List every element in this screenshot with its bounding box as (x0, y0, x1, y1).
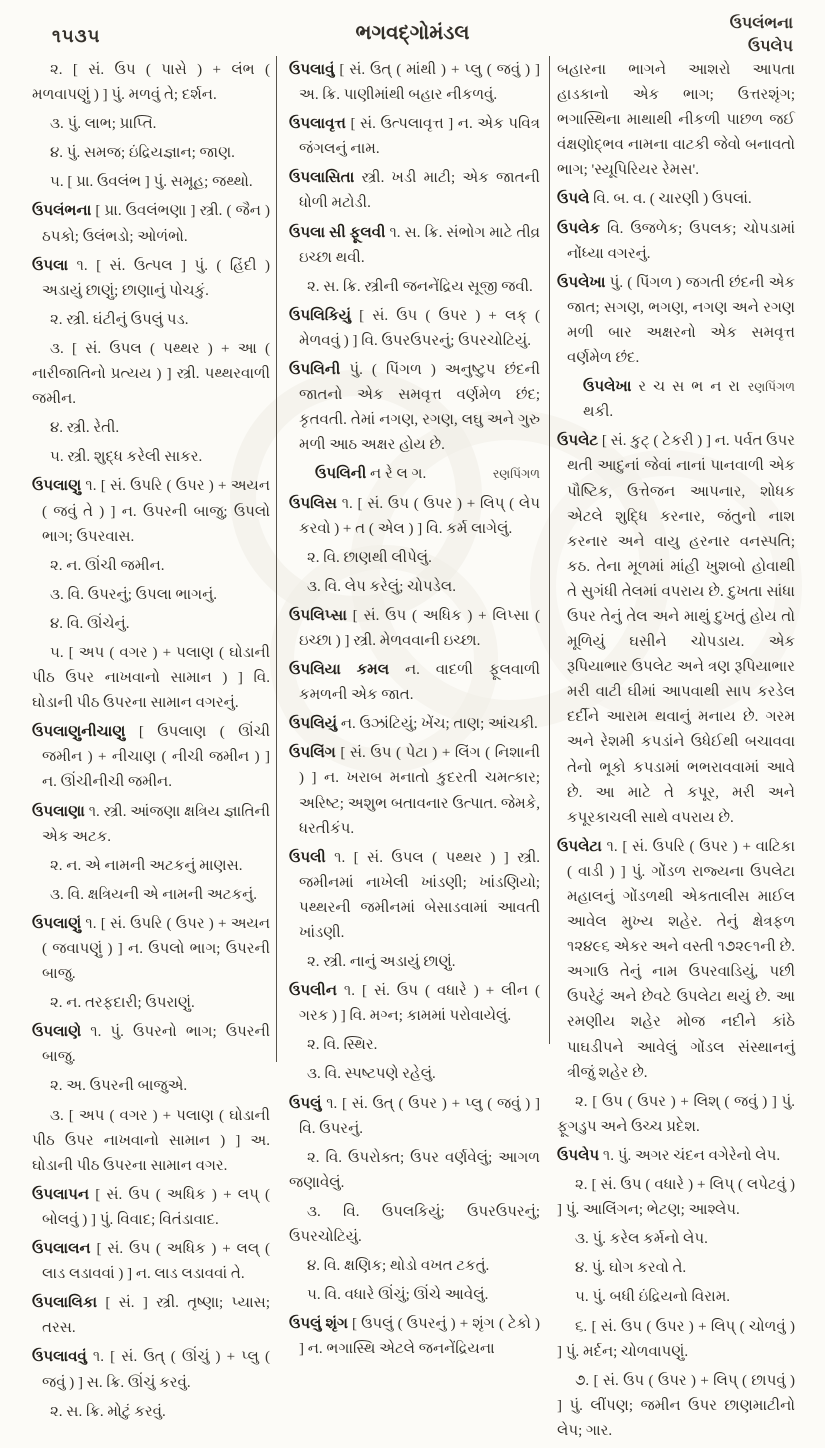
headword: ઉપલિકિયું (289, 307, 360, 324)
entry-paragraph: ઉપલિપ્સા [ સં. ઉપ ( અધિક ) + લિપ્સા ( ઇચ્છા ) ] સ્ત્રી. મેળવવાની ઇચ્છા. (289, 607, 540, 649)
sense-paragraph: ૪. પું. સમજ; ઇંદ્રિયજ્ઞાન; જાણ. (50, 145, 235, 162)
headword: ઉપલાલિકા (32, 1295, 106, 1312)
headword: ઉપલિસ (289, 495, 342, 512)
entry-paragraph: ઉપલું ૧. [ સં. ઉત્ ( ઉપર ) + પ્લુ ( જવું ) ] વિ. ઉપરનું. (289, 1095, 540, 1137)
sense-paragraph: ૨. સ્ત્રી. ઘંટીનું ઉપલું પડ. (50, 311, 189, 328)
entry-paragraph: ઉપલાણું ૧. [ સં. ઉપરિ ( ઉપર ) + અયન ( જવાપણું ) ] ન. ઉપલો ભાગ; ઉપરની બાજુ. (32, 915, 271, 983)
entry-paragraph: ઉપલિની પું. ( પિંગળ ) અનુષ્ટુપ છંદની જાતનો એક સમવૃત્ત વર્ણમેળ છંદ; કૃતવતી. તેમાં નગણ, રગણ, લઘુ અને ગુરુ મળી આઠ અક્ષર હોય છે. (289, 362, 540, 454)
headword: ઉપલાણુ (32, 478, 86, 495)
entry-paragraph: ઉપલિંગ [ સં. ઉપ ( પેટા ) + લિંગ ( નિશાની ) ] ન. ખરાબ મનાતો કુદરતી ચમત્કાર; અરિષ્ટ; અશુભ બતાવનાર ઉત્પાત. જેમકે, ધરતીકંપ. (289, 745, 540, 837)
sense-paragraph: ૪. વિ. ઊંચેનું. (50, 615, 130, 632)
column-divider-1 (276, 56, 277, 1062)
headword: ઉપલેપ (557, 1147, 603, 1164)
sense-paragraph: ૫. વિ. વધારે ઊંચું; ઊંચે આવેલું. (307, 1287, 489, 1304)
entry-paragraph: ઉપલાણુ ૧. [ સં. ઉપરિ ( ઉપર ) + અયન ( જવું તે ) ] ન. ઉપરની બાજુ; ઉપલો ભાગ; ઉપરવાસ. (32, 478, 271, 545)
sense-paragraph: ૨. [ ઉપ ( ઉપર ) + લિશ્ ( જવું ) ] પું. ફૂગડુપ અને ઉચ્ચ પ્રદેશ. (557, 1093, 795, 1135)
entry-paragraph: ઉપલાપન [ સં. ઉપ ( અધિક ) + લપ્ ( બોલવું ) ] પું. વિવાદ; વિતંડાવાદ. (32, 1186, 270, 1228)
sense-paragraph: ૩. વિ. લેપ કરેલું; ચોપડેલ. (307, 578, 456, 595)
entry-paragraph: ઉપલાવવું ૧. [ સં. ઉત્ ( ઊંચું ) + પ્લુ ( જવું ) ] સ. ક્રિ. ઊંચું કરવું. (32, 1349, 270, 1391)
sense-paragraph: ૫. [ અપ ( વગર ) + પલાણ ( ઘોડાની પીઠ ઉપર નાખવાનો સામાન ) ] વિ. ઘોડાની પીઠ ઉપરના સામાન વગરનું. (32, 644, 270, 712)
headword: ઉપલી (289, 849, 335, 866)
column-1 (32, 58, 270, 1429)
entry-paragraph: ઉપલું શૃંગ [ ઉપલું ( ઉપરનું ) + શૃંગ ( ટેકો ) ] ન. ભગાસ્થિ એટલે જનનેંદ્રિયના (289, 1316, 540, 1358)
sense-paragraph: ૨. [ સં. ઉપ ( વધારે ) + લિપ્ ( લપેટવું ) ] પું. આલિંગન; ભેટણ; આશ્લેપ. (557, 1177, 795, 1219)
headword: ઉપલાવૃત્ત (289, 116, 351, 133)
entry-paragraph: ઉપલાણા ૧. સ્ત્રી. આંજણા ક્ષત્રિય જ્ઞાતિની એક અટક. (32, 803, 270, 845)
entry-paragraph: ઉપલેખા પું. ( પિંગળ ) જગતી છંદની એક જાત; સગણ, ભગણ, નગણ અને રગણ મળી બાર અક્ષરનો એક સમવૃત્ત વર્ણમેળ છંદ. (557, 274, 795, 367)
headword: ઉપલાણું (32, 915, 86, 932)
entry-paragraph: ઉપલાણુનીચાણુ [ ઉપલાણ ( ઊંચી જમીન ) + નીચાણ ( નીચી જમીન ) ] ન. ઊંચીનીચી જમીન. (32, 724, 271, 791)
verse-citation: રણપિંગળ (747, 380, 795, 395)
sense-paragraph: ૨. [ સં. ઉપ ( પાસે ) + લંભ ( મળવાપણું ) ] પું. મળવું તે; દર્શન. (32, 62, 270, 104)
entry-paragraph: ઉપલાલન [ સં. ઉપ ( અધિક ) + લલ્ ( લાડ લડાવવાં ) ] ન. લાડ લડાવવાં તે. (32, 1241, 270, 1283)
guide-words (730, 12, 793, 58)
guide-word-last: ઉપલેપ (748, 38, 793, 55)
verse-line: ઉપલેખા ર ચ સ ભ ન રા થકી. રણપિંગળ (557, 375, 795, 425)
entry-paragraph: ઉપલિયા કમલ ન. વાદળી ફૂલવાળી કમળની એક જાત. (289, 662, 540, 704)
sense-paragraph: ૨. ન. ઊંચી જમીન. (50, 557, 165, 574)
headword: ઉપલાસિતા (289, 170, 362, 187)
column-2 (289, 58, 540, 1367)
sense-paragraph: ૨. વિ. છાણથી લીપેલું. (307, 549, 432, 566)
entry-paragraph: ઉપલાણે ૧. પું. ઉપરનો ભાગ; ઉપરની બાજુ. (32, 1024, 270, 1066)
sense-paragraph: ૭. [ સં. ઉપ ( ઉપર ) + લિપ્ ( છાપવું ) ] પું. લીંપણ; જમીન ઉપર છાણમાટીનો લેપ; ગાર. (557, 1372, 795, 1439)
entry-paragraph: ઉપલાવૃત્ત [ સં. ઉત્પલાવૃત્ત ] ન. એક પવિત્ર જંગલનું નામ. (289, 116, 540, 158)
sense-paragraph: ૩. [ અપ ( વગર ) + પલાણ ( ઘોડાની પીઠ ઉપર નાખવાનો સામાન ) ] અ. ઘોડાની પીઠ ઉપરના સામાન વગર. (32, 1107, 270, 1174)
headword: ઉપલિયું (289, 716, 341, 733)
headword: ઉપલાવું (289, 62, 340, 78)
entry-paragraph: ઉપલેક વિ. ઉજળેક; ઉપલક; ચોપડામાં નોંધ્યા વગરનું. (557, 220, 795, 262)
headword: ઉપલીન (289, 983, 344, 1000)
continuation-paragraph: બહારના ભાગને આશરો આપતા હાડકાનો એક ભાગ; ઉત્તરશૃંગ; ભગાસ્થિના માથાથી નીકળી પાછળ જઈ વંક્ષણોદ્ભવ નામના વાટકી જેવો બનાવતો ભાગ; 'સ્યૂપિરિયર રેમસ'. (557, 62, 795, 179)
headword: ઉપલંભના (32, 203, 96, 220)
headword: ઉપલેખા (557, 274, 610, 291)
sense-paragraph: ૫. પું. બધી ઇંદ્રિયનો વિરામ. (575, 1289, 731, 1306)
sense-paragraph: ૨. વિ. સ્થિર. (307, 1037, 378, 1054)
sense-paragraph: ૨. સ્ત્રી. નાનું અડાયું છાણું. (307, 954, 456, 971)
headword: ઉપલે (557, 191, 594, 208)
sense-paragraph: ૩. પું. કરેલ કર્મનો લેપ. (575, 1231, 708, 1248)
sense-paragraph: ૩. વિ. ઉપરનું; ઉપલા ભાગનું. (50, 586, 218, 603)
sense-paragraph: ૬. [ સં. ઉપ ( ઉપર ) + લિપ્ ( ચોળવું ) ] પું. મર્દન; ચોળવાપણું. (557, 1318, 795, 1360)
sense-paragraph: ૨. અ. ઉપરની બાજુએ. (50, 1078, 188, 1095)
entry-paragraph: ઉપલાવું [ સં. ઉત્ ( માંથી ) + પ્લુ ( જવું ) ] અ. ક્રિ. પાણીમાંથી બહાર નીકળવું. (289, 62, 541, 104)
sense-paragraph: ૩. [ સં. ઉપલ ( પથ્થર ) + આ ( નારીજાતિનો પ્રત્યય ) ] સ્ત્રી. પથ્થરવાળી જમીન. (32, 340, 270, 408)
sense-paragraph: ૩. વિ. સ્પષ્ટપણે રહેલું. (307, 1066, 436, 1083)
entry-paragraph: ઉપલી ૧. [ સં. ઉપલ ( પથ્થર ) ] સ્ત્રી. જમીનમાં નાખેલી ખાંડણી; ખાંડણિયો; પથ્થરની જમીનમાં બેસાડવામાં આવતી ખાંડણી. (289, 849, 540, 941)
entry-paragraph: ઉપલંભના [ પ્રા. ઉવલંભણા ] સ્ત્રી. ( જૈન ) ઠપકો; ઉલંભડો; ઓળંભો. (32, 203, 270, 245)
page-number: ૧૫૩૫ (52, 26, 101, 46)
headword: ઉપલાણુનીચાણુ (32, 724, 139, 741)
entry-paragraph: ઉપલિયું ન. ઉઝાંટિયું; ખેંચ; તાણ; આંચકી. (289, 716, 538, 733)
page-title: ભગવદ્ગોમંડલ (355, 22, 470, 44)
headword: ઉપલેટ (557, 433, 602, 450)
entry-paragraph: ઉપલિસ ૧. [ સં. ઉપ ( ઉપર ) + લિપ્ ( લેપ કરવો ) + ત ( એલ ) ] વિ. કર્મ લાગેલું. (289, 495, 540, 537)
entry-paragraph: ઉપલિકિયું [ સં. ઉપ ( ઉપર ) + લક્ ( મેળવવું ) ] વિ. ઉપરઉપરનું; ઉપરચોટિયું. (289, 307, 540, 349)
headword: ઉપલિયા કમલ (289, 662, 405, 679)
column-3 (557, 58, 795, 1448)
entry-paragraph: ઉપલે વિ. બ. વ. ( ચારણી ) ઉપલાં. (557, 191, 752, 208)
verse-headword: ઉપલેખા (583, 379, 639, 396)
entry-paragraph: ઉપલા ૧. [ સં. ઉત્પલ ] પું. ( હિંદી ) અડાયું છાણું; છાણાનું પોચકું. (32, 257, 270, 299)
headword: ઉપલિપ્સા (289, 607, 353, 624)
headword: ઉપલું (289, 1095, 327, 1112)
sense-paragraph: ૪. પું. ઘોગ કરવો તે. (575, 1260, 687, 1277)
entry-paragraph: ઉપલેટ [ સં. કુટ્ ( ટેકરી ) ] ન. પર્વત ઉપર થતી આદુનાં જેવાં નાનાં પાનવાળી એક પૌષ્ટિક, ઉત્તેજન આપનાર, શોધક એટલે શુદ્ધિ કરનાર, જંતુનો નાશ કરનાર અને વાયુ હરનાર વનસ્પતિ; કઠ. તેના મૂળમાં માંહી ખુશબો હોવાથી તે સુગંધી તેલમાં વપરાય છે. દુખતા સાંધા ઉપર તેનું તેલ અને માથું દુખતું હોય તો મૂળિયું ઘસીને ચોપડાય. એક રૂપિયાભાર ઉપલેટ અને ત્રણ રૂપિયાભાર મરી વાટી ઘીમાં આપવાથી સાપ કરડેલ દર્દીને આરામ થવાનું મનાય છે. ગરમ અને રેશમી કપડાંને ઉધેઈથી બચાવવા તેનો ભૂકો કપડામાં ભભરાવવામાં આવે છે. આ માટે તે કપૂર, મરી અને કપૂરકાચલી સાથે વપરાય છે. (557, 433, 796, 826)
headword: ઉપલિની (289, 362, 350, 379)
headword: ઉપલાવવું (32, 1349, 93, 1366)
headword: ઉપલા સી ફૂલવી (289, 224, 390, 241)
headword: ઉપલાપન (32, 1186, 96, 1203)
sense-paragraph: ૨. વિ. ઉપરોક્ત; ઉપર વર્ણવેલું; આગળ જણાવેલું. (289, 1149, 540, 1191)
headword: ઉપલાલન (32, 1241, 97, 1258)
sense-paragraph: ૩. પું. લાભ; પ્રાપ્તિ. (50, 116, 157, 133)
entry-paragraph: ઉપલેપ ૧. પું. અગર ચંદન વગેરેનો લેપ. (557, 1147, 781, 1164)
sense-paragraph: ૨. સ. ક્રિ. મોટું કરવું. (50, 1403, 166, 1420)
headword: ઉપલાણા (32, 803, 89, 820)
headword: ઉપલું શૃંગ (289, 1316, 353, 1333)
entry-paragraph: ઉપલાસિતા સ્ત્રી. ખડી માટી; એક જાતની ધોળી મટોડી. (289, 170, 540, 212)
guide-word-first: ઉપલંભના (729, 15, 793, 32)
sense-paragraph: ૩. વિ. ઉપલકિયું; ઉપરઉપરનું; ઉપરચોટિયું. (289, 1203, 540, 1246)
verse-line: ઉપલિની ન રે લ ગ. રણપિંગળ (289, 462, 540, 487)
verse-citation: રણપિંગળ (492, 467, 540, 482)
headword: ઉપલેટા (557, 838, 607, 855)
headword: ઉપલેક (557, 220, 607, 237)
verse-headword: ઉપલિની (315, 466, 371, 483)
sense-paragraph: ૨. ન. તરફદારી; ઉપરાણું. (50, 995, 195, 1012)
headword: ઉપલિંગ (289, 745, 341, 762)
entry-paragraph: ઉપલીન ૧. [ સં. ઉપ ( વધારે ) + લીન ( ગરક ) ] વિ. મગ્ન; કામમાં પરોવાયેલું. (289, 983, 540, 1025)
sense-paragraph: ૫. સ્ત્રી. શુદ્ધ કરેલી સાકર. (50, 449, 203, 466)
sense-paragraph: ૨. સ. ક્રિ. સ્ત્રીની જનનેંદ્રિય સૂજી જવી. (307, 278, 533, 295)
sense-paragraph: ૪. વિ. ક્ષણિક; થોડો વખત ટકતું. (307, 1258, 490, 1275)
sense-paragraph: ૩. વિ. ક્ષત્રિયની એ નામની અટકનું. (50, 886, 258, 903)
sense-paragraph: ૪. સ્ત્રી. રેતી. (50, 420, 120, 437)
sense-paragraph: ૨. ન. એ નામની અટકનું માણસ. (50, 857, 243, 874)
headword: ઉપલાણે (32, 1024, 91, 1041)
entry-paragraph: ઉપલા સી ફૂલવી ૧. સ. ક્રિ. સંભોગ માટે તીવ્ર ઇચ્છા થવી. (289, 224, 540, 266)
sense-paragraph: ૫. [ પ્રા. ઉવલંભ ] પું. સમૂહ; જથ્થો. (50, 174, 253, 191)
headword: ઉપલા (32, 257, 77, 274)
column-divider-2 (549, 56, 550, 1044)
entry-paragraph: ઉપલાલિકા [ સં. ] સ્ત્રી. તૃષ્ણા; પ્યાસ; તરસ. (32, 1295, 270, 1337)
entry-paragraph: ઉપલેટા ૧. [ સં. ઉપરિ ( ઉપર ) + વાટિકા ( વાડી ) ] પું. ગોંડળ રાજ્યના ઉપલેટા મહાલનું ગોંડળથી એકતાલીસ માઈલ આવેલ મુખ્ય શહેર. તેનું ક્ષેત્રફળ ૧૨૪૯૬ એકર અને વસ્તી ૧૭૨૯૧ની છે. અગાઉ તેનું નામ ઉપરવાડિયું, પછી ઉપરેટું અને છેવટે ઉપલેટા થયું છે. આ રમણીય શહેર મોજ નદીને કાંઠે પાઘડીપને આવેલું ગોંડલ સંસ્થાનનું ત્રીજું શહેર છે. (557, 838, 796, 1081)
